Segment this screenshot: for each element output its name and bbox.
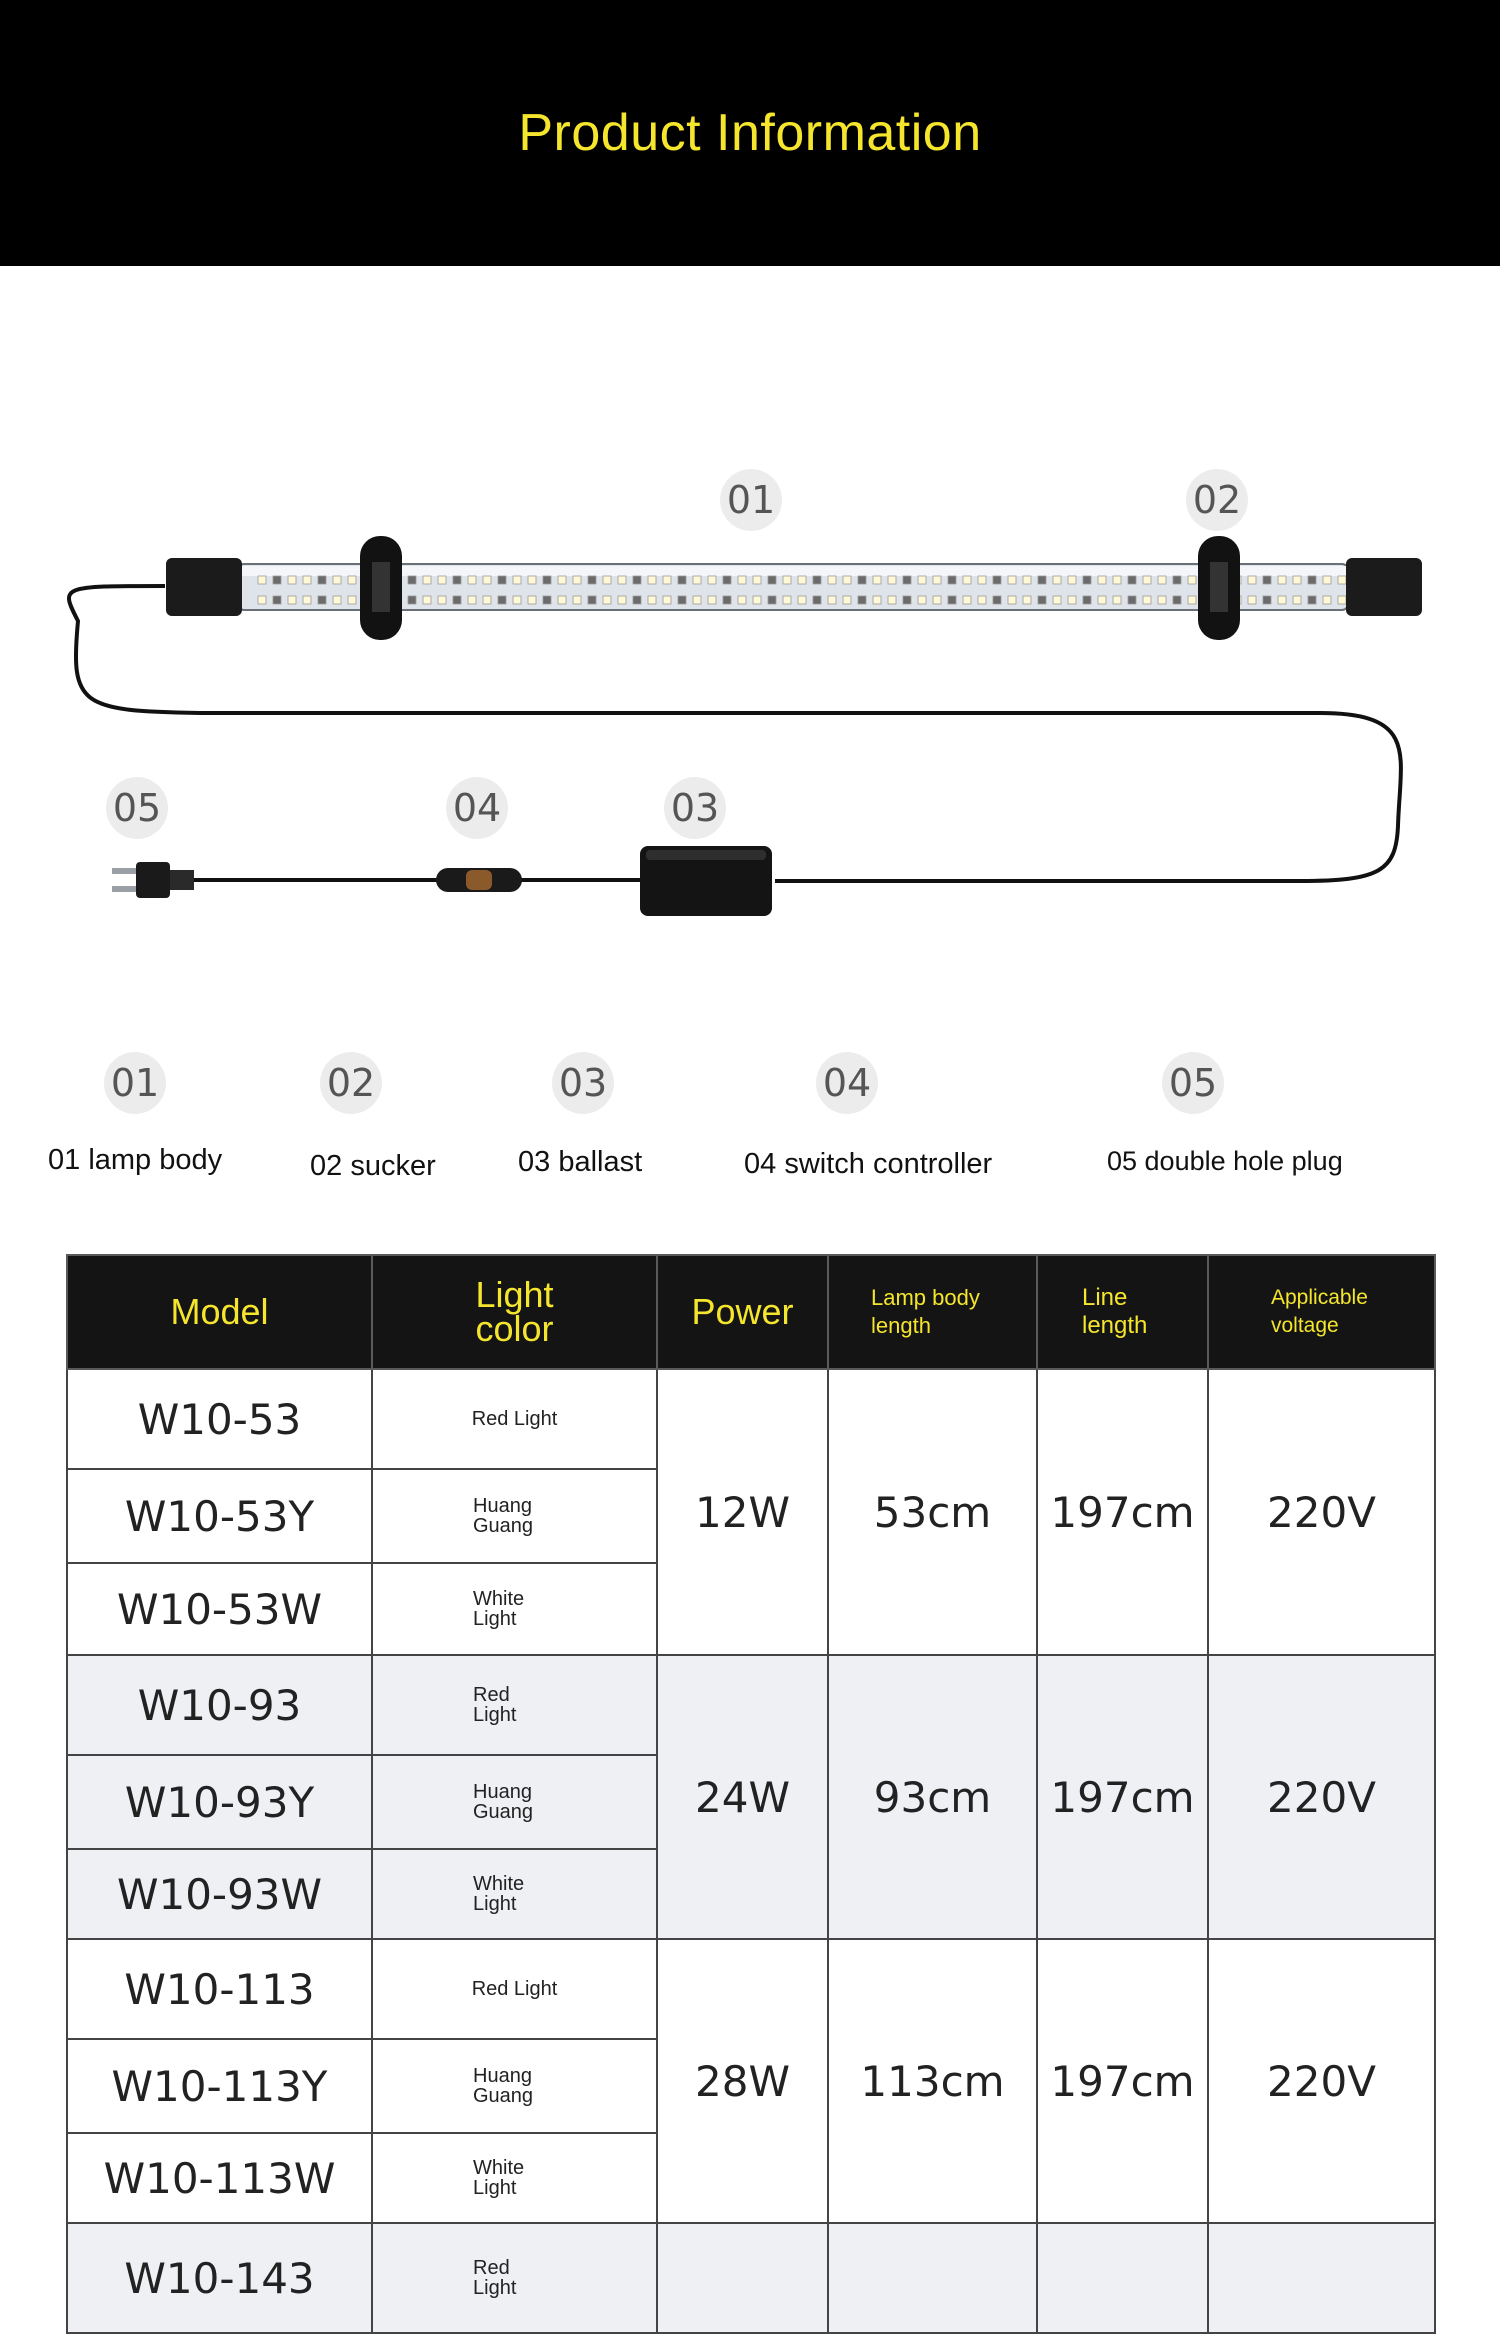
cell-light-color: [372, 1849, 657, 1939]
light-color-line: Red Light: [471, 1978, 558, 2000]
callout-badge-02: 02: [1186, 469, 1248, 531]
cell-power: 12W: [657, 1369, 828, 1655]
legend-double-hole-plug: 05 double hole plug: [1107, 1146, 1343, 1176]
led-chip: [1008, 596, 1016, 604]
led-chip: [618, 576, 626, 584]
led-chip: [1068, 596, 1076, 604]
led-chip: [738, 576, 746, 584]
led-chip: [783, 596, 791, 604]
header-line-line1: Line: [1082, 1284, 1128, 1311]
table-row: [67, 2223, 1435, 2333]
legend-badge-03: 03: [552, 1052, 614, 1114]
led-chip: [918, 576, 926, 584]
led-chip: [663, 596, 671, 604]
led-chip: [903, 596, 911, 604]
cell-light-color: [372, 1563, 657, 1655]
led-chip: [573, 576, 581, 584]
led-chip: [798, 596, 806, 604]
led-chip: [873, 596, 881, 604]
led-chip: [933, 576, 941, 584]
led-chip: [423, 596, 431, 604]
led-chip: [993, 576, 1001, 584]
led-chip: [963, 576, 971, 584]
double-hole-plug: [112, 862, 194, 898]
led-chip: [723, 596, 731, 604]
led-chip: [603, 596, 611, 604]
table-row: [67, 1939, 1435, 2039]
cell-power: 24W: [657, 1655, 828, 1939]
header-voltage-line2: voltage: [1271, 1314, 1339, 1337]
tube-highlight: [238, 566, 1348, 576]
header-lamp-line2: length: [871, 1313, 931, 1338]
light-color-line: White: [473, 2157, 525, 2179]
led-chip: [798, 576, 806, 584]
spec-table: [66, 1254, 1436, 2334]
led-chip: [663, 576, 671, 584]
led-chip: [1173, 576, 1181, 584]
product-diagram: [0, 266, 1500, 1026]
header-lamp-body-length: [828, 1255, 1037, 1369]
led-chip: [513, 576, 521, 584]
callout-badge-04: 04: [446, 777, 508, 839]
switch-controller: [436, 868, 522, 892]
cell-voltage: 220V: [1208, 1655, 1435, 1939]
header-line-length: [1037, 1255, 1208, 1369]
cell-model: W10-53Y: [67, 1469, 372, 1563]
led-chip: [1248, 576, 1256, 584]
cell-power: 28W: [657, 1939, 828, 2223]
led-chip: [618, 596, 626, 604]
cell-line-length: 197cm: [1037, 1369, 1208, 1655]
led-chip: [633, 576, 641, 584]
callout-badge-05: 05: [106, 777, 168, 839]
light-color-line: Light: [473, 1608, 517, 1630]
led-chip: [528, 576, 536, 584]
light-color-line: Red: [473, 1684, 510, 1706]
lamp-illustration: [0, 266, 1500, 1026]
header-lamp-line1: Lamp body: [871, 1285, 980, 1310]
led-chip: [873, 576, 881, 584]
led-chip: [1098, 576, 1106, 584]
led-chip: [1263, 596, 1271, 604]
cell-light-color: [372, 1469, 657, 1563]
led-chip: [438, 596, 446, 604]
led-chip: [813, 576, 821, 584]
led-chip: [1083, 576, 1091, 584]
led-chip: [528, 596, 536, 604]
led-chip: [603, 576, 611, 584]
led-chip: [828, 596, 836, 604]
header-voltage-line1: Applicable: [1271, 1286, 1368, 1309]
led-chip: [783, 576, 791, 584]
led-chip: [1053, 576, 1061, 584]
page-title: Product Information: [518, 104, 982, 162]
cell-model: W10-53W: [67, 1563, 372, 1655]
led-chip: [633, 596, 641, 604]
table-row: [67, 1655, 1435, 1755]
light-color-line: Light: [473, 2277, 517, 2299]
led-chip: [543, 576, 551, 584]
led-chip: [723, 576, 731, 584]
led-chip: [408, 576, 416, 584]
led-chip: [1158, 596, 1166, 604]
light-color-line: Light: [473, 1704, 517, 1726]
legend-lamp-body: 01 lamp body: [48, 1144, 223, 1176]
cell-model: W10-93: [67, 1655, 372, 1755]
led-chip: [1293, 576, 1301, 584]
led-chip: [1278, 596, 1286, 604]
led-chip: [453, 576, 461, 584]
led-chip: [303, 596, 311, 604]
led-chip: [1068, 576, 1076, 584]
led-chip: [1293, 596, 1301, 604]
light-color-line: Light: [473, 1893, 517, 1915]
led-chip: [948, 596, 956, 604]
light-color-line: Light: [473, 2177, 517, 2199]
led-chip: [963, 596, 971, 604]
legend-badge-01: 01: [104, 1052, 166, 1114]
cell-voltage: 220V: [1208, 1369, 1435, 1655]
led-chip: [468, 576, 476, 584]
led-chip: [1023, 576, 1031, 584]
led-chip: [483, 596, 491, 604]
cell-model: W10-93W: [67, 1849, 372, 1939]
led-chip: [1038, 596, 1046, 604]
header-light-color-line2: color: [475, 1308, 554, 1349]
led-chip: [768, 576, 776, 584]
led-chip: [753, 596, 761, 604]
led-chip: [1053, 596, 1061, 604]
light-color-line: Huang: [473, 2065, 532, 2087]
cell-model: W10-113W: [67, 2133, 372, 2223]
led-chip: [543, 596, 551, 604]
led-chip: [498, 576, 506, 584]
led-chip: [273, 576, 281, 584]
light-color-line: White: [473, 1873, 525, 1895]
cell-line-length: 197cm: [1037, 1939, 1208, 2223]
light-color-line: Red: [473, 2257, 510, 2279]
led-chip: [468, 596, 476, 604]
led-chip: [288, 596, 296, 604]
led-chip: [903, 576, 911, 584]
cell-model: W10-113Y: [67, 2039, 372, 2133]
led-chip: [1083, 596, 1091, 604]
led-chip: [558, 576, 566, 584]
light-color-line: Huang: [473, 1495, 532, 1517]
cell-model: W10-143: [67, 2223, 372, 2333]
led-chip: [348, 576, 356, 584]
header-light-color: [372, 1255, 657, 1369]
led-chip: [1143, 576, 1151, 584]
led-chip: [258, 576, 266, 584]
cell-light-color: [372, 2133, 657, 2223]
led-chip: [888, 596, 896, 604]
led-chip: [513, 596, 521, 604]
led-chip: [1308, 576, 1316, 584]
led-chip: [1263, 576, 1271, 584]
cell-lamp-body-length: 113cm: [828, 1939, 1037, 2223]
led-chip: [1308, 596, 1316, 604]
cell-lamp-body-length: 93cm: [828, 1655, 1037, 1939]
led-chip: [948, 576, 956, 584]
cell-model: W10-93Y: [67, 1755, 372, 1849]
cell-light-color: [372, 1369, 657, 1469]
led-chip: [273, 596, 281, 604]
led-chip: [708, 596, 716, 604]
led-chip: [1278, 576, 1286, 584]
right-end-cap: [1346, 558, 1422, 616]
legend-ballast: 03 ballast: [518, 1146, 643, 1178]
led-chip: [1113, 596, 1121, 604]
led-chip: [708, 576, 716, 584]
spec-table-header: [67, 1255, 1435, 1369]
cell-line-length: 197cm: [1037, 1655, 1208, 1939]
cell-lamp-body-length: [828, 2223, 1037, 2333]
light-color-line: White: [473, 1588, 525, 1610]
led-chip: [588, 596, 596, 604]
light-color-line: Guang: [473, 1801, 534, 1823]
right-sucker: [1198, 536, 1240, 640]
led-chip: [1173, 596, 1181, 604]
cell-power: [657, 2223, 828, 2333]
led-chip: [1323, 576, 1331, 584]
led-chip: [648, 596, 656, 604]
led-chip: [753, 576, 761, 584]
cell-voltage: [1208, 2223, 1435, 2333]
left-end-cap: [166, 558, 242, 616]
light-color-line: Red Light: [471, 1408, 558, 1430]
led-chip: [648, 576, 656, 584]
led-chip: [348, 596, 356, 604]
led-chip: [483, 576, 491, 584]
cell-model: W10-53: [67, 1369, 372, 1469]
led-chip: [1038, 576, 1046, 584]
led-chip: [453, 596, 461, 604]
led-chip: [1158, 576, 1166, 584]
ballast: [640, 846, 772, 916]
led-chip: [438, 576, 446, 584]
header-power: Power: [657, 1255, 828, 1369]
led-chip: [1338, 576, 1346, 584]
led-chip: [1323, 596, 1331, 604]
light-color-line: Guang: [473, 2085, 534, 2107]
led-chip: [918, 596, 926, 604]
led-chip: [693, 596, 701, 604]
led-chip: [258, 596, 266, 604]
led-chip: [738, 596, 746, 604]
led-chip: [1188, 596, 1196, 604]
led-chip: [288, 576, 296, 584]
cell-line-length: [1037, 2223, 1208, 2333]
led-chip: [1338, 596, 1346, 604]
legend-sucker: 02 sucker: [310, 1150, 436, 1182]
light-color-line: Huang: [473, 1781, 532, 1803]
cell-light-color: [372, 2039, 657, 2133]
led-chip: [1098, 596, 1106, 604]
led-chip: [993, 596, 1001, 604]
table-row: [67, 1369, 1435, 1469]
led-chip: [333, 596, 341, 604]
led-chip: [843, 596, 851, 604]
led-chip: [978, 576, 986, 584]
header-light-color-line1: Light: [475, 1274, 554, 1315]
led-chip: [573, 596, 581, 604]
cell-light-color: [372, 1755, 657, 1849]
led-chip: [408, 596, 416, 604]
led-chip: [1143, 596, 1151, 604]
led-chip: [933, 596, 941, 604]
cell-light-color: [372, 1655, 657, 1755]
header-model: Model: [67, 1255, 372, 1369]
led-chip: [1128, 596, 1136, 604]
led-chip: [858, 576, 866, 584]
callout-badge-03: 03: [664, 777, 726, 839]
led-chip: [888, 576, 896, 584]
led-chip: [1023, 596, 1031, 604]
legend-switch-controller: 04 switch controller: [744, 1148, 993, 1180]
led-chip: [858, 596, 866, 604]
led-chip: [318, 576, 326, 584]
led-chip: [1248, 596, 1256, 604]
led-chip: [828, 576, 836, 584]
led-chip: [498, 596, 506, 604]
led-chip: [318, 596, 326, 604]
cell-voltage: 220V: [1208, 1939, 1435, 2223]
led-chip: [678, 596, 686, 604]
cell-light-color: [372, 2223, 657, 2333]
header-line-line2: length: [1082, 1312, 1148, 1339]
left-sucker: [360, 536, 402, 640]
callout-badge-01: 01: [720, 469, 782, 531]
led-chip: [768, 596, 776, 604]
led-chip: [978, 596, 986, 604]
led-chip: [588, 576, 596, 584]
led-chip: [333, 576, 341, 584]
cell-light-color: [372, 1939, 657, 2039]
led-chip: [1128, 576, 1136, 584]
led-chip: [843, 576, 851, 584]
led-chip: [558, 596, 566, 604]
light-color-line: Guang: [473, 1515, 534, 1537]
header-banner: [0, 0, 1500, 266]
led-chip: [813, 596, 821, 604]
led-chip: [1188, 576, 1196, 584]
led-chip: [1113, 576, 1121, 584]
cell-lamp-body-length: 53cm: [828, 1369, 1037, 1655]
legend-badge-02: 02: [320, 1052, 382, 1114]
legend-badge-05: 05: [1162, 1052, 1224, 1114]
led-chip: [693, 576, 701, 584]
led-chip: [303, 576, 311, 584]
led-chip: [1008, 576, 1016, 584]
led-chip: [423, 576, 431, 584]
legend-badge-04: 04: [816, 1052, 878, 1114]
led-chip: [678, 576, 686, 584]
cell-model: W10-113: [67, 1939, 372, 2039]
header-voltage: [1208, 1255, 1435, 1369]
